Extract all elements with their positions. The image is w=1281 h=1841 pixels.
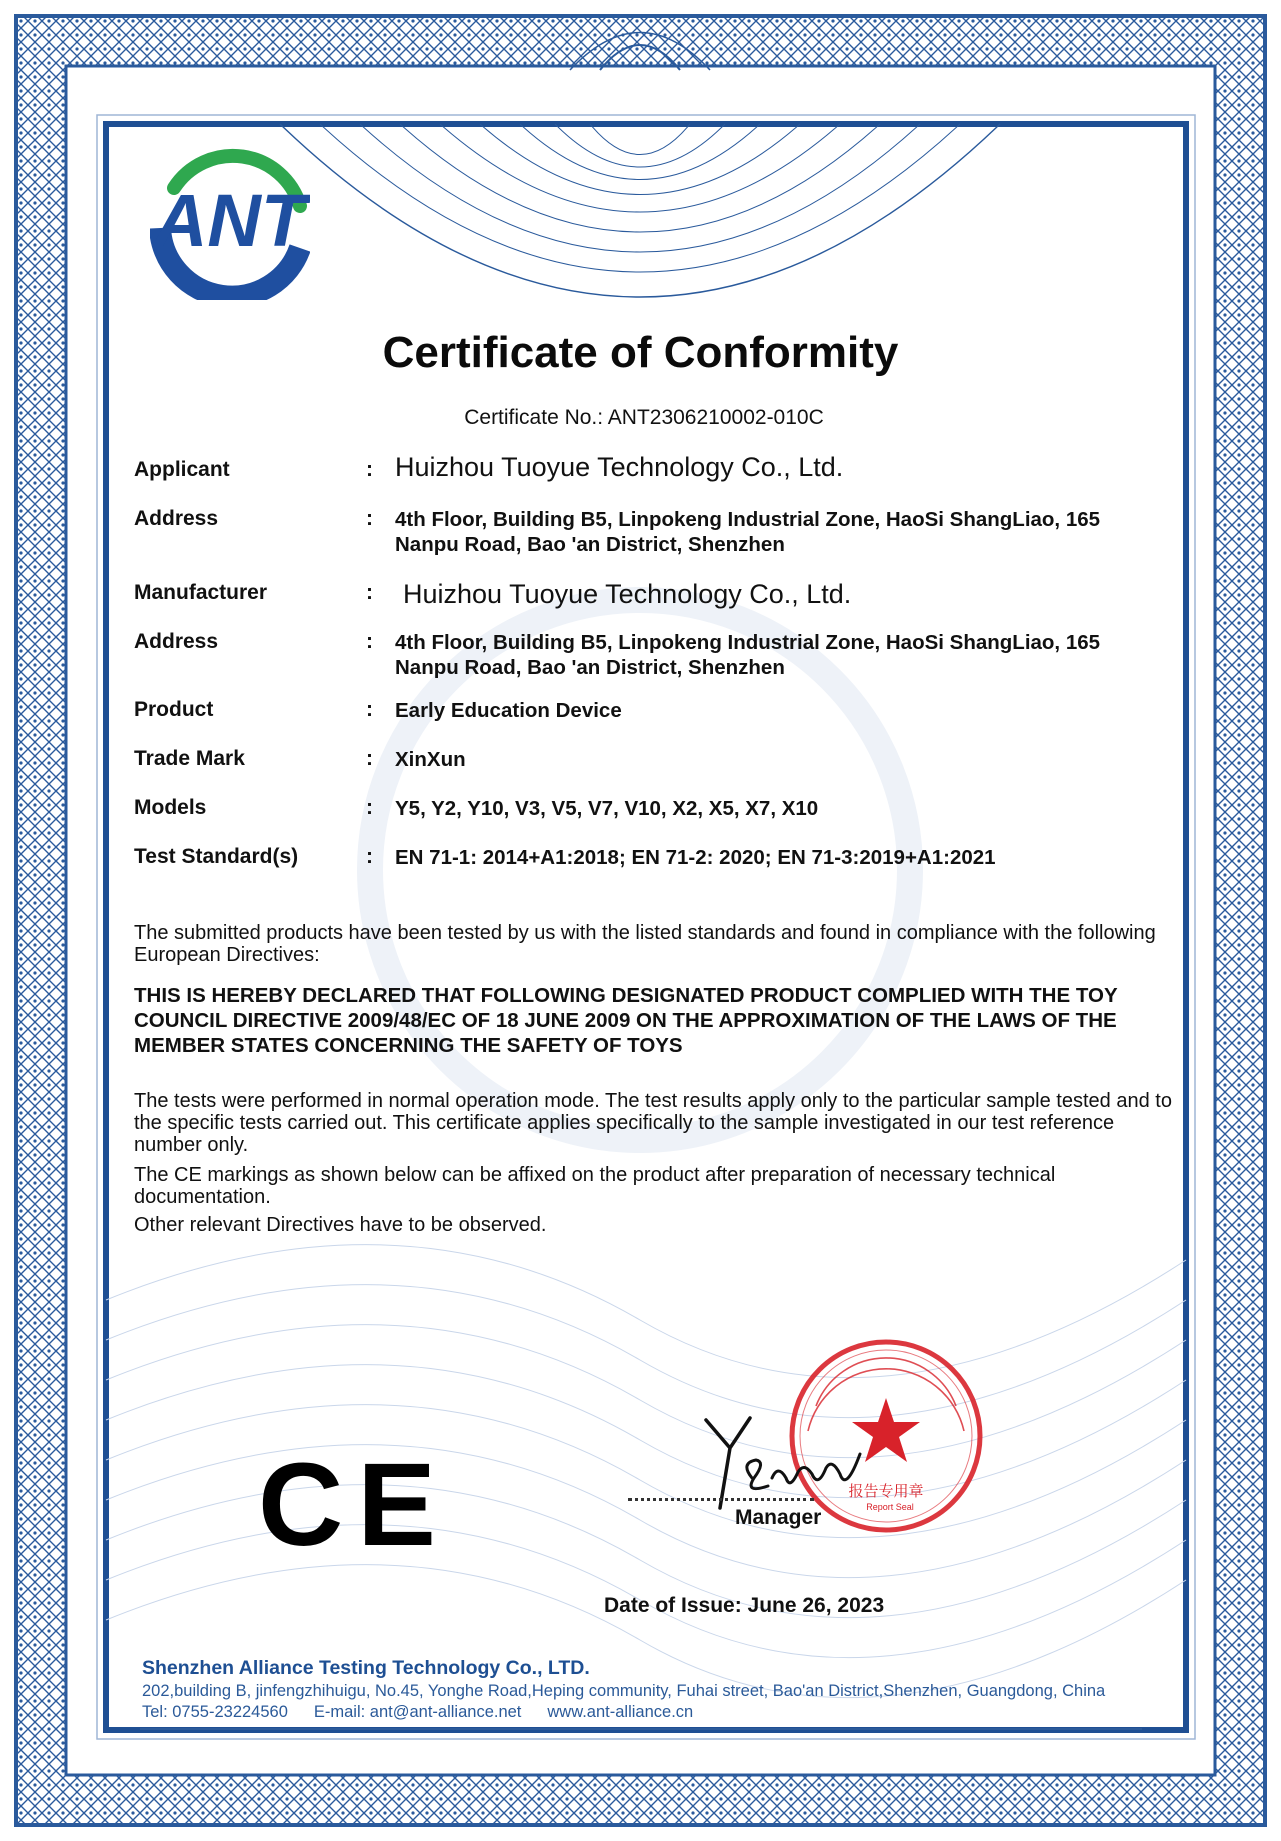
- footer-web: www.ant-alliance.cn: [547, 1703, 694, 1721]
- value-applicant-address: 4th Floor, Building B5, Linpokeng Industrial Zone, HaoSi ShangLiao, 165 Nanpu Road, Bao 'an District, Shenzhen: [395, 508, 1101, 556]
- colon: :: [366, 507, 373, 530]
- value-models: Y5, Y2, Y10, V3, V5, V7, V10, X2, X5, X7, X10: [395, 797, 819, 820]
- value-manufacturer-address: 4th Floor, Building B5, Linpokeng Industrial Zone, HaoSi ShangLiao, 165 Nanpu Road, Bao 'an District, Shenzhen: [395, 631, 1101, 679]
- date-of-issue: Date of Issue: June 26, 2023: [604, 1594, 885, 1617]
- footer-email: E-mail: ant@ant-alliance.net: [313, 1703, 522, 1721]
- certificate-title: Certificate of Conformity: [382, 328, 899, 377]
- paragraph-other: Other relevant Directives have to be observed.: [134, 1214, 547, 1236]
- label-models: Models: [134, 796, 207, 819]
- colon: :: [366, 581, 373, 604]
- signature-line: [628, 1498, 814, 1501]
- ant-logo: [150, 148, 310, 300]
- value-product: Early Education Device: [395, 699, 622, 722]
- label-manufacturer: Manufacturer: [134, 581, 268, 604]
- colon: :: [366, 458, 373, 481]
- colon: :: [366, 630, 373, 653]
- footer-contact: [142, 1703, 719, 1722]
- label-manufacturer-address: Address: [134, 630, 219, 653]
- footer-address: 202,building B, jinfengzhihuigu, No.45, Yonghe Road,Heping community, Fuhai street, Bao'an District,Shenzhen, Guangdong, China: [142, 1682, 1106, 1700]
- signature-role: Manager: [735, 1506, 822, 1529]
- footer-rule: [140, 1728, 1142, 1730]
- certificate-number: Certificate No.: ANT2306210002-010C: [464, 406, 824, 429]
- colon: :: [366, 747, 373, 770]
- inner-frame: [66, 66, 1215, 1775]
- seal-center-text: 报告专用章: [848, 1482, 924, 1500]
- label-test-standards: Test Standard(s): [134, 845, 299, 868]
- value-test-standards: EN 71-1: 2014+A1:2018; EN 71-2: 2020; EN 71-3:2019+A1:2021: [395, 846, 996, 869]
- label-trade-mark: Trade Mark: [134, 747, 245, 770]
- label-product: Product: [134, 698, 214, 721]
- value-manufacturer: Huizhou Tuoyue Technology Co., Ltd.: [403, 579, 852, 609]
- paragraph-tests: The tests were performed in normal operation mode. The test results apply only to the particular sample tested and to the specific tests carried out. This certificate applies specifically to the sample investigated in our test reference number only.: [134, 1090, 1172, 1156]
- label-applicant: Applicant: [134, 458, 230, 481]
- logo-text: ANT: [153, 179, 307, 262]
- footer-tel: Tel: 0755-23224560: [142, 1703, 288, 1721]
- paragraph-submitted: The submitted products have been tested by us with the listed standards and found in compliance with the following European Directives:: [134, 922, 1156, 966]
- footer-company: Shenzhen Alliance Testing Technology Co., LTD.: [142, 1657, 590, 1679]
- colon: :: [366, 698, 373, 721]
- ce-mark: CE: [258, 1439, 450, 1571]
- label-applicant-address: Address: [134, 507, 219, 530]
- value-applicant: Huizhou Tuoyue Technology Co., Ltd.: [395, 452, 844, 482]
- paragraph-declaration: THIS IS HEREBY DECLARED THAT FOLLOWING DESIGNATED PRODUCT COMPLIED WITH THE TOY COUNCIL DIRECTIVE 2009/48/EC OF 18 JUNE 2009 ON THE APPROXIMATION OF THE LAWS OF THE MEMBER STATES CONCERNING THE SAFETY OF TOYS: [134, 984, 1118, 1057]
- paragraph-ce-markings: The CE markings as shown below can be affixed on the product after preparation of necessary technical documentation.: [134, 1164, 1056, 1208]
- colon: :: [366, 796, 373, 819]
- seal-sub-text: Report Seal: [866, 1502, 914, 1512]
- value-trade-mark: XinXun: [395, 748, 466, 771]
- colon: :: [366, 845, 373, 868]
